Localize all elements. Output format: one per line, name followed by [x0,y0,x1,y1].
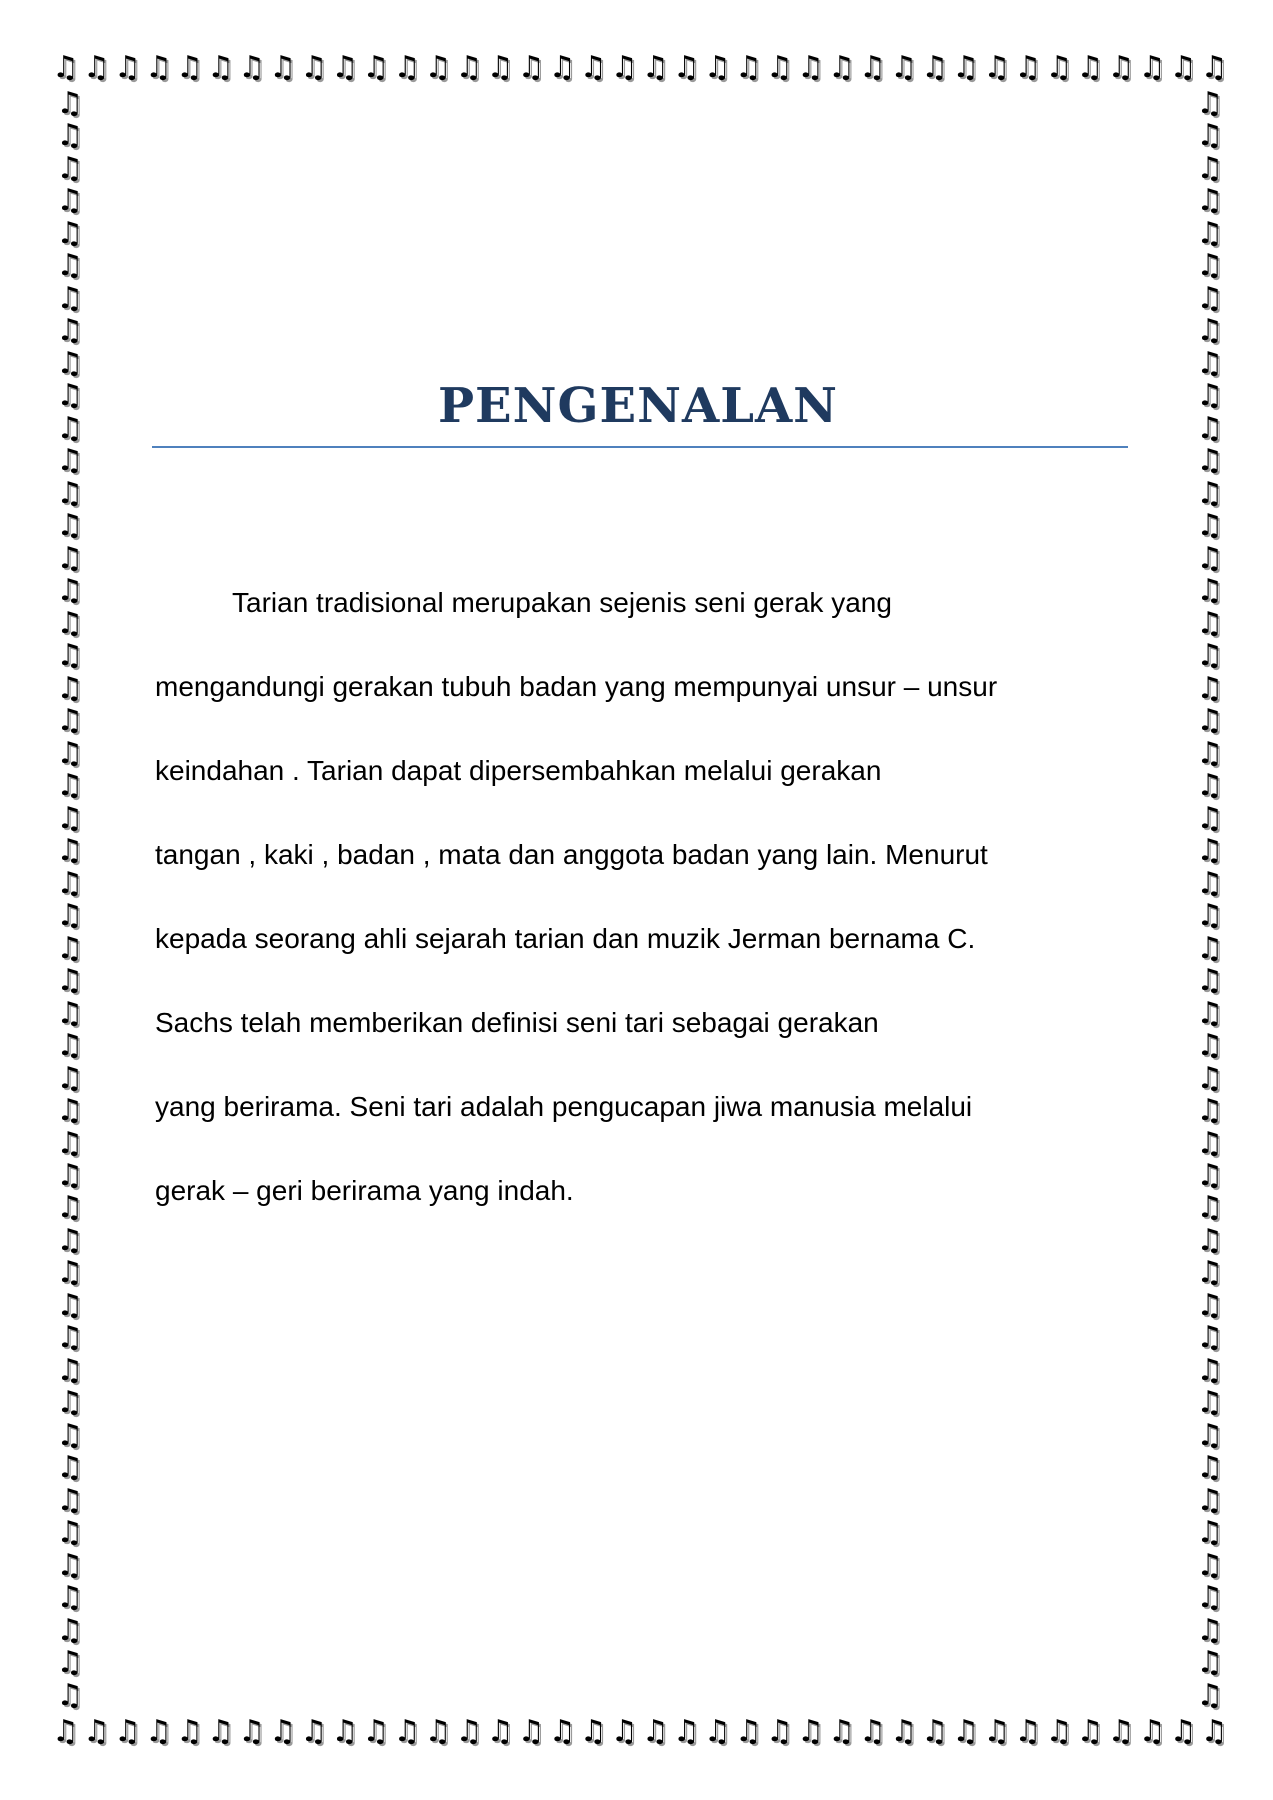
music-note-icon: ♫ [983,1714,1011,1749]
music-note-icon: ♫ [1107,50,1135,85]
music-note-icon: ♫ [1107,1714,1135,1749]
music-note-icon: ♫ [56,280,84,316]
music-note-icon: ♫ [1196,800,1224,836]
music-note-icon: ♫ [1196,963,1224,999]
paragraph-line: Sachs telah memberikan definisi seni tari sebagai gerakan [155,1007,879,1038]
music-note-icon: ♫ [890,1714,918,1749]
music-note-icon: ♫ [673,1714,700,1749]
music-note-icon: ♫ [859,50,887,85]
music-note-icon: ♫ [1014,1714,1042,1749]
music-note-icon: ♫ [56,475,84,511]
music-note-icon: ♫ [1196,88,1224,121]
paragraph-line: gerak – geri berirama yang indah. [155,1175,574,1206]
music-note-icon: ♫ [56,150,84,186]
music-note-icon: ♫ [1169,1714,1197,1749]
music-note-icon: ♫ [1196,248,1224,284]
music-note-icon: ♫ [114,1714,142,1749]
music-note-icon: ♫ [56,313,84,349]
music-note-icon: ♫ [56,963,84,999]
music-note-icon: ♫ [56,1060,84,1096]
music-note-icon: ♫ [1200,50,1228,85]
music-note-icon: ♫ [56,345,84,381]
music-note-icon: ♫ [1196,1677,1224,1712]
music-note-icon: ♫ [828,50,856,85]
music-note-icon: ♫ [1196,508,1224,544]
music-note-icon: ♫ [56,865,84,901]
music-note-icon: ♫ [1196,183,1224,219]
music-note-icon: ♫ [1076,1714,1104,1749]
music-note-icon: ♫ [735,1714,762,1749]
music-note-icon: ♫ [1196,1028,1224,1064]
music-note-icon: ♫ [56,638,84,674]
music-note-icon: ♫ [56,540,84,576]
music-note-icon: ♫ [548,1714,576,1749]
paragraph-line: kepada seorang ahli sejarah tarian dan muzik Jerman bernama C. [155,923,976,954]
music-note-icon: ♫ [548,50,576,85]
music-note-icon: ♫ [921,1714,949,1749]
music-note-icon: ♫ [1138,50,1166,85]
music-note-icon: ♫ [579,50,607,85]
music-note-icon: ♫ [1196,1385,1224,1421]
music-note-icon: ♫ [56,1125,84,1161]
music-note-icon: ♫ [1045,50,1073,85]
intro-paragraph [155,587,1115,1259]
music-note-icon: ♫ [1196,1450,1224,1486]
music-note-icon: ♫ [300,50,328,85]
music-note-icon: ♫ [56,1385,84,1421]
music-note-icon: ♫ [1196,1190,1224,1226]
music-note-icon: ♫ [1200,1714,1228,1749]
music-note-icon: ♫ [1196,1255,1224,1291]
music-note-icon: ♫ [56,898,84,934]
music-note-icon: ♫ [56,1093,84,1129]
music-note-icon: ♫ [269,1714,297,1749]
music-note-border-top [50,48,1230,88]
music-note-icon: ♫ [1196,995,1224,1031]
music-note-icon: ♫ [56,1287,84,1323]
music-note-icon: ♫ [1138,1714,1166,1749]
music-note-icon: ♫ [300,1714,328,1749]
music-note-icon: ♫ [56,1190,84,1226]
music-note-icon: ♫ [56,1417,84,1453]
music-note-icon: ♫ [952,1714,980,1749]
music-note-icon: ♫ [56,1612,84,1648]
music-note-icon: ♫ [1196,475,1224,511]
music-note-icon: ♫ [1196,638,1224,674]
music-note-icon: ♫ [1196,1287,1224,1323]
music-note-icon: ♫ [56,1580,84,1616]
music-note-icon: ♫ [704,50,731,85]
music-note-icon: ♫ [56,833,84,869]
music-note-icon: ♫ [331,1714,359,1749]
music-note-icon: ♫ [952,50,980,85]
music-note-icon: ♫ [1196,1515,1224,1551]
music-note-icon: ♫ [1196,118,1224,154]
music-note-icon: ♫ [1196,410,1224,446]
music-note-icon: ♫ [56,1450,84,1486]
music-note-icon: ♫ [1196,443,1224,479]
music-note-icon: ♫ [56,703,84,739]
music-note-icon: ♫ [921,50,949,85]
music-note-icon: ♫ [1196,930,1224,966]
music-note-icon: ♫ [641,50,669,85]
music-note-icon: ♫ [983,50,1011,85]
music-note-icon: ♫ [56,1157,84,1193]
music-note-icon: ♫ [362,1714,390,1749]
music-note-icon: ♫ [1196,1580,1224,1616]
music-note-icon: ♫ [890,50,918,85]
music-note-icon: ♫ [56,88,84,121]
music-note-icon: ♫ [455,1714,483,1749]
music-note-icon: ♫ [1196,1222,1224,1258]
paragraph-line: mengandungi gerakan tubuh badan yang mempunyai unsur – unsur [155,671,998,702]
music-note-icon: ♫ [269,50,297,85]
music-note-icon: ♫ [362,50,390,85]
music-note-icon: ♫ [1196,1320,1224,1356]
music-note-icon: ♫ [56,1255,84,1291]
music-note-icon: ♫ [1196,1352,1224,1388]
music-note-icon: ♫ [1196,1157,1224,1193]
music-note-icon: ♫ [56,410,84,446]
music-note-icon: ♫ [1076,50,1104,85]
music-note-icon: ♫ [83,50,111,85]
music-note-icon: ♫ [1196,280,1224,316]
music-note-icon: ♫ [56,1222,84,1258]
music-note-icon: ♫ [1196,1612,1224,1648]
music-note-icon: ♫ [1045,1714,1073,1749]
music-note-icon: ♫ [455,50,483,85]
music-note-icon: ♫ [766,1714,794,1749]
music-note-icon: ♫ [56,1482,84,1518]
music-note-icon: ♫ [56,248,84,284]
music-note-icon: ♫ [56,735,84,771]
music-note-icon: ♫ [56,1352,84,1388]
music-note-icon: ♫ [1196,898,1224,934]
music-note-icon: ♫ [56,670,84,706]
music-note-icon: ♫ [517,1714,545,1749]
music-note-icon: ♫ [424,1714,452,1749]
paragraph-line: Tarian tradisional merupakan sejenis seni gerak yang [232,587,892,618]
music-note-icon: ♫ [1196,735,1224,771]
music-note-border-right [1190,88,1230,1712]
music-note-icon: ♫ [1196,1125,1224,1161]
music-note-icon: ♫ [56,1320,84,1356]
music-note-icon: ♫ [393,1714,421,1749]
music-note-icon: ♫ [1196,833,1224,869]
music-note-icon: ♫ [176,50,204,85]
music-note-icon: ♫ [1196,1482,1224,1518]
music-note-icon: ♫ [238,1714,266,1749]
music-note-icon: ♫ [1169,50,1197,85]
page-title: PENGENALAN [437,378,839,434]
music-note-icon: ♫ [52,50,79,85]
music-note-icon: ♫ [56,1547,84,1583]
music-note-border-bottom [50,1712,1230,1752]
music-note-icon: ♫ [56,768,84,804]
title-underline [152,446,1128,448]
music-note-icon: ♫ [579,1714,607,1749]
music-note-icon: ♫ [704,1714,731,1749]
music-note-icon: ♫ [1196,1547,1224,1583]
music-note-icon: ♫ [1196,1645,1224,1681]
music-note-icon: ♫ [859,1714,887,1749]
music-note-icon: ♫ [238,50,266,85]
music-note-icon: ♫ [673,50,700,85]
music-note-icon: ♫ [828,1714,856,1749]
music-note-icon: ♫ [176,1714,204,1749]
music-note-icon: ♫ [56,183,84,219]
music-note-icon: ♫ [1196,605,1224,641]
music-note-icon: ♫ [1196,1093,1224,1129]
music-note-icon: ♫ [1196,345,1224,381]
music-note-icon: ♫ [83,1714,111,1749]
music-note-icon: ♫ [610,1714,638,1749]
music-note-icon: ♫ [1196,865,1224,901]
music-note-icon: ♫ [56,800,84,836]
music-note-icon: ♫ [56,605,84,641]
music-note-icon: ♫ [1196,378,1224,414]
music-note-icon: ♫ [1196,670,1224,706]
music-note-icon: ♫ [1014,50,1042,85]
paragraph-line: tangan , kaki , badan , mata dan anggota badan yang lain. Menurut [155,839,988,870]
music-note-icon: ♫ [56,930,84,966]
music-note-border-left [50,88,90,1712]
music-note-icon: ♫ [145,1714,173,1749]
music-note-icon: ♫ [207,50,235,85]
music-note-icon: ♫ [207,1714,235,1749]
music-note-icon: ♫ [1196,1060,1224,1096]
music-note-icon: ♫ [1196,768,1224,804]
music-note-icon: ♫ [610,50,638,85]
music-note-icon: ♫ [56,215,84,251]
music-note-icon: ♫ [331,50,359,85]
music-note-icon: ♫ [56,118,84,154]
music-note-icon: ♫ [1196,573,1224,609]
paragraph-line: keindahan . Tarian dapat dipersembahkan melalui gerakan [155,755,882,786]
music-note-icon: ♫ [735,50,762,85]
music-note-icon: ♫ [56,1645,84,1681]
music-note-icon: ♫ [56,1515,84,1551]
music-note-icon: ♫ [486,50,514,85]
music-note-icon: ♫ [56,378,84,414]
music-note-icon: ♫ [393,50,421,85]
music-note-icon: ♫ [517,50,545,85]
music-note-icon: ♫ [797,1714,825,1749]
music-note-icon: ♫ [56,573,84,609]
music-note-icon: ♫ [56,508,84,544]
music-note-icon: ♫ [1196,703,1224,739]
music-note-icon: ♫ [1196,313,1224,349]
paragraph-line: yang berirama. Seni tari adalah pengucapan jiwa manusia melalui [155,1091,973,1122]
music-note-icon: ♫ [486,1714,514,1749]
music-note-icon: ♫ [1196,540,1224,576]
music-note-icon: ♫ [424,50,452,85]
music-note-icon: ♫ [56,1677,84,1712]
music-note-icon: ♫ [766,50,794,85]
music-note-icon: ♫ [114,50,142,85]
music-note-icon: ♫ [797,50,825,85]
music-note-icon: ♫ [1196,150,1224,186]
music-note-icon: ♫ [145,50,173,85]
music-note-icon: ♫ [641,1714,669,1749]
music-note-icon: ♫ [56,995,84,1031]
music-note-icon: ♫ [52,1714,79,1749]
music-note-icon: ♫ [1196,215,1224,251]
music-note-icon: ♫ [56,443,84,479]
music-note-icon: ♫ [56,1028,84,1064]
music-note-icon: ♫ [1196,1417,1224,1453]
